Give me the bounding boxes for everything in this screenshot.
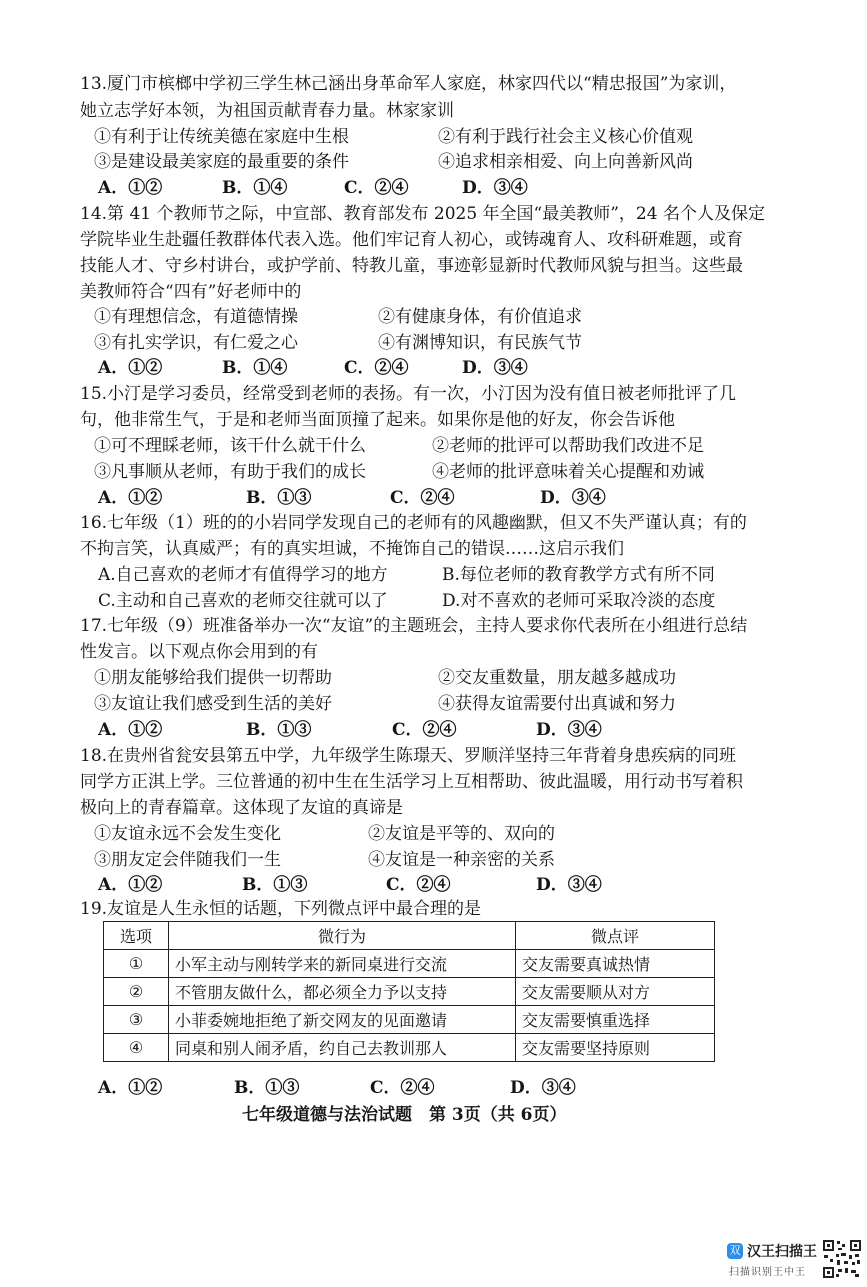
q14-stem-line3: 技能人才、守乡村讲台，或护学前、特教儿童，事迹彰显新时代教师风貌与担当。这些最 [80,256,743,276]
table-cell-option: ③ [104,1006,169,1034]
q15-statement-3: ③凡事顺从老师，有助于我们的成长 [94,462,366,482]
q18-stem-line3: 极向上的青春篇章。这体现了友谊的真谛是 [80,798,403,818]
q14-statement-1: ①有理想信念，有道德情操 [94,307,298,327]
table-header-behavior: 微行为 [169,922,516,950]
q13-statement-4: ④追求相亲相爱、向上向善新风尚 [438,152,693,172]
table-row [104,1034,715,1062]
q18-option-a: A．①② [98,875,163,895]
q18-option-c: C．②④ [386,875,451,895]
q17-stem-line2: 性发言。以下观点你会用到的有 [80,642,318,662]
q19-option-a: A．①② [98,1078,163,1098]
q18-statement-1: ①友谊永远不会发生变化 [94,824,281,844]
page-footer: 七年级道德与法治试题 第 3页（共 6页） [242,1105,567,1125]
q13-stem-line1: 13.厦门市槟榔中学初三学生林己涵出身革命军人家庭，林家四代以“精忠报国”为家训， [80,74,737,94]
q17-option-d: D．③④ [536,720,602,740]
q13-stem-line2: 她立志学好本领，为祖国贡献青春力量。林家家训 [80,101,454,121]
q16-stem-line1: 16.七年级（1）班的的小岩同学发现自己的老师有的风趣幽默，但又不失严谨认真；有的 [80,513,747,533]
watermark-name: 汉王扫描王 [747,1244,817,1260]
table-cell-behavior: 不管朋友做什么，都必须全力予以支持 [169,978,516,1006]
table-cell-behavior: 小菲委婉地拒绝了新交网友的见面邀请 [169,1006,516,1034]
app-logo-icon: 双 [727,1243,743,1259]
q19-stem-line1: 19.友谊是人生永恒的话题，下列微点评中最合理的是 [80,899,482,919]
table-cell-comment: 交友需要顺从对方 [516,978,715,1006]
q17-option-a: A．①② [98,720,163,740]
q17-stem-line1: 17.七年级（9）班准备举办一次“友谊”的主题班会，主持人要求你代表所在小组进行总结 [80,616,748,636]
q17-statement-2: ②交友重数量，朋友越多越成功 [438,668,676,688]
watermark-subtitle: 扫描识别王中王 [729,1267,806,1278]
q15-option-d: D．③④ [540,488,606,508]
table-cell-comment: 交友需要坚持原则 [516,1034,715,1062]
q16-option-d: D.对不喜欢的老师可采取冷淡的态度 [442,591,716,611]
q13-statement-1: ①有利于让传统美德在家庭中生根 [94,127,349,147]
q16-option-b: B.每位老师的教育教学方式有所不同 [442,565,715,585]
q15-statement-1: ①可不理睬老师，该干什么就干什么 [94,436,366,456]
q13-option-c: C．②④ [344,178,409,198]
table-cell-behavior: 同桌和别人闹矛盾，约自己去教训那人 [169,1034,516,1062]
q17-statement-1: ①朋友能够给我们提供一切帮助 [94,668,332,688]
table-row [104,950,715,978]
q18-stem-line1: 18.在贵州省瓮安县第五中学，九年级学生陈璟天、罗顺洋坚持三年背着身患疾病的同班 [80,746,737,766]
scanner-watermark [727,1239,819,1279]
q13-statement-3: ③是建设最美家庭的最重要的条件 [94,152,349,172]
q13-option-d: D．③④ [462,178,528,198]
q18-stem-line2: 同学方正淇上学。三位普通的初中生在生活学习上互相帮助、彼此温暖，用行动书写着积 [80,772,743,792]
table-cell-comment: 交友需要慎重选择 [516,1006,715,1034]
q18-statement-3: ③朋友定会伴随我们一生 [94,850,281,870]
qr-code-icon [822,1239,862,1279]
table-row [104,978,715,1006]
q18-statement-4: ④友谊是一种亲密的关系 [368,850,555,870]
q15-statement-4: ④老师的批评意味着关心提醒和劝诫 [432,462,704,482]
q13-statement-2: ②有利于践行社会主义核心价值观 [438,127,693,147]
q14-statement-2: ②有健康身体，有价值追求 [378,307,582,327]
table-cell-comment: 交友需要真诚热情 [516,950,715,978]
q14-statement-3: ③有扎实学识，有仁爱之心 [94,333,298,353]
q15-statement-2: ②老师的批评可以帮助我们改进不足 [432,436,704,456]
q15-option-c: C．②④ [390,488,455,508]
q18-statement-2: ②友谊是平等的、双向的 [368,824,555,844]
q14-stem-line4: 美教师符合“四有”好老师中的 [80,282,302,302]
q16-stem-line2: 不拘言笑，认真威严；有的真实坦诚，不掩饰自己的错误……这启示我们 [80,539,624,559]
q19-table [103,921,715,1062]
q14-stem-line2: 学院毕业生赴疆任教群体代表入选。他们牢记育人初心，或铸魂育人、攻科研难题，或育 [80,230,743,250]
q14-option-d: D．③④ [462,358,528,378]
q18-option-d: D．③④ [536,875,602,895]
q13-option-a: A．①② [98,178,163,198]
q17-option-c: C．②④ [392,720,457,740]
q13-option-b: B．①④ [222,178,288,198]
q19-option-b: B．①③ [234,1078,300,1098]
q19-option-c: C．②④ [370,1078,435,1098]
q15-stem-line2: 句，他非常生气，于是和老师当面顶撞了起来。如果你是他的好友，你会告诉他 [80,410,675,430]
table-header-option: 选项 [104,922,169,950]
q18-option-b: B．①③ [242,875,308,895]
q16-option-a: A.自己喜欢的老师才有值得学习的地方 [98,565,388,585]
table-cell-option: ② [104,978,169,1006]
table-cell-option: ① [104,950,169,978]
q17-statement-3: ③友谊让我们感受到生活的美好 [94,694,332,714]
q17-statement-4: ④获得友谊需要付出真诚和努力 [438,694,676,714]
q16-option-c: C.主动和自己喜欢的老师交往就可以了 [98,591,388,611]
table-header-row [104,922,715,950]
table-header-comment: 微点评 [516,922,715,950]
q14-statement-4: ④有渊博知识，有民族气节 [378,333,582,353]
table-row [104,1006,715,1034]
q19-option-d: D．③④ [510,1078,576,1098]
q14-option-c: C．②④ [344,358,409,378]
q15-option-a: A．①② [98,488,163,508]
q14-stem-line1: 14.第 41 个教师节之际，中宣部、教育部发布 2025 年全国“最美教师”，24 名个人及保定 [80,204,765,224]
table-cell-behavior: 小军主动与刚转学来的新同桌进行交流 [169,950,516,978]
table-cell-option: ④ [104,1034,169,1062]
q15-stem-line1: 15.小汀是学习委员，经常受到老师的表扬。有一次，小汀因为没有值日被老师批评了几 [80,384,737,404]
q15-option-b: B．①③ [246,488,312,508]
q14-option-b: B．①④ [222,358,288,378]
q17-option-b: B．①③ [246,720,312,740]
q14-option-a: A．①② [98,358,163,378]
